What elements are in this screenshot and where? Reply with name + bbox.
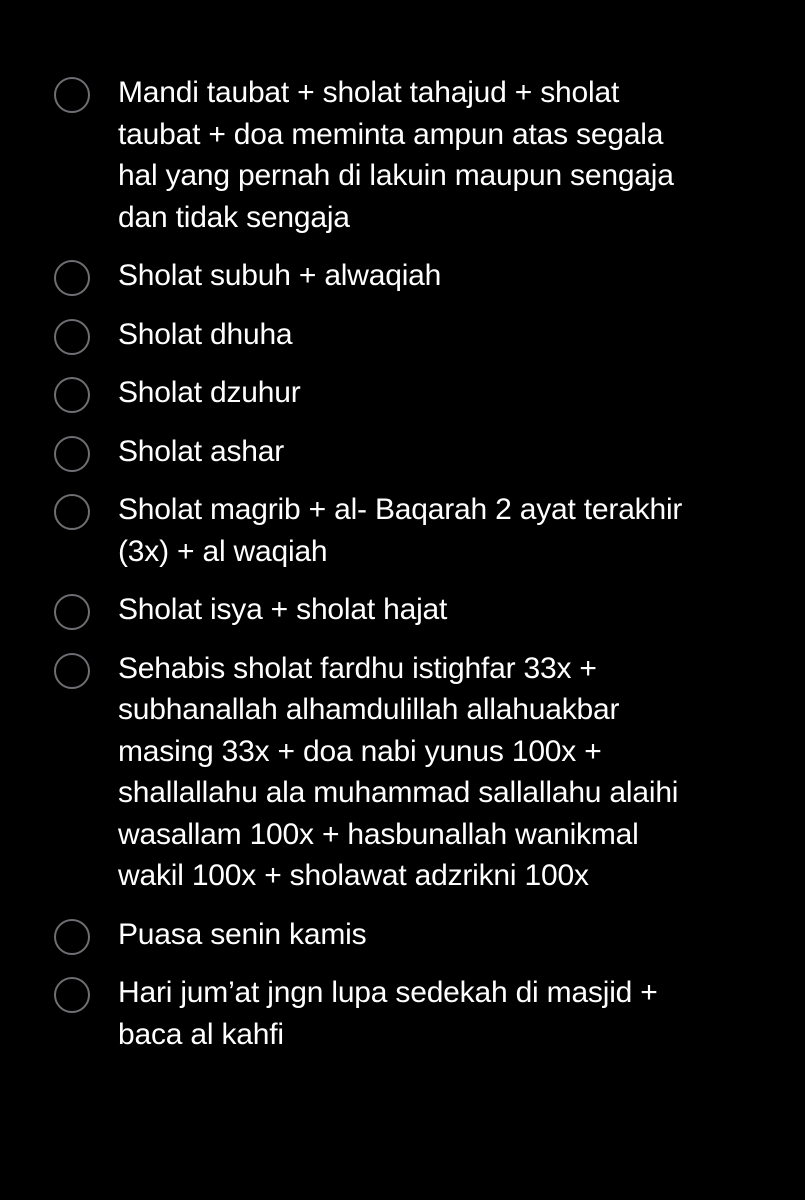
checklist-item [0,372,805,414]
checkbox-circle-icon[interactable] [54,653,90,689]
checklist [0,72,805,1072]
checkbox-circle-icon[interactable] [54,319,90,355]
checkbox-circle-icon[interactable] [54,494,90,530]
checklist-item-text[interactable]: Sholat isya + sholat hajat [118,593,448,626]
checklist-item [0,648,805,897]
checklist-item-text[interactable]: Mandi taubat + sholat tahajud + sholat taubat + doa meminta ampun atas segala hal yang pernah di lakuin maupun sengaja dan tidak sengaja [118,76,674,234]
checklist-item-text[interactable]: Sholat ashar [118,434,285,468]
checkbox-circle-icon[interactable] [54,977,90,1013]
checkbox-circle-icon[interactable] [54,594,90,630]
checkbox-circle-icon[interactable] [54,919,90,955]
checklist-item-text[interactable]: Puasa senin kamis [118,917,367,951]
checklist-item [0,72,805,238]
checkbox-circle-icon[interactable] [54,436,90,472]
checklist-item [0,914,805,956]
checklist-item [0,431,805,473]
checklist-item-text[interactable]: Hari jum’at jngn lupa sedekah di masjid + baca al kahfi [118,976,658,1051]
checklist-item-text[interactable]: Sehabis sholat fardhu istighfar 33x + subhanallah alhamdulillah allahuakbar masing 33x + doa nabi yunus 100x + shallallahu ala muhammad sallallahu alaihi wasallam 100x + hasbunallah wanikmal wakil 100x + sholawat adzrikni 100x [118,651,679,892]
checklist-item-text[interactable]: Sholat dzuhur [118,376,301,409]
checklist-item [0,972,805,1055]
checklist-item-text[interactable]: Sholat subuh + alwaqiah [118,259,442,292]
checklist-item-text[interactable]: Sholat magrib + al- Baqarah 2 ayat terakhir (3x) + al waqiah [118,493,683,568]
checklist-item [0,489,805,572]
checklist-item [0,314,805,356]
checklist-item [0,589,805,631]
checklist-item [0,255,805,297]
checkbox-circle-icon[interactable] [54,77,90,113]
checkbox-circle-icon[interactable] [54,260,90,296]
checkbox-circle-icon[interactable] [54,377,90,413]
checklist-item-text[interactable]: Sholat dhuha [118,317,293,351]
